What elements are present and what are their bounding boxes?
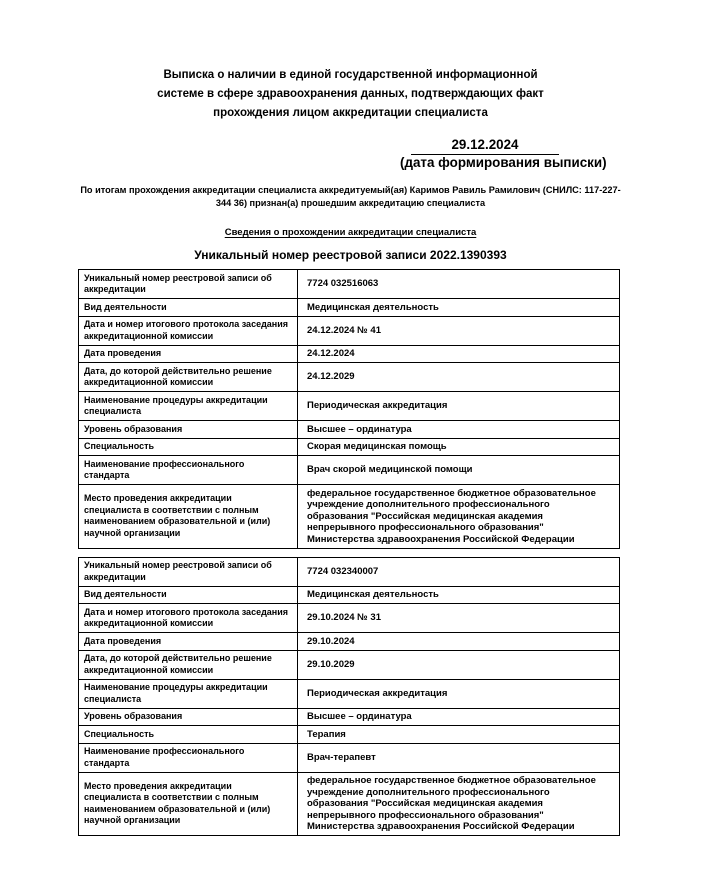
row-value: федеральное государственное бюджетное образовательное учреждение дополнительного профессионального образования "Российская медицинская академия непрерывного профессионального образования" Министерства здравоохранения Российской Федерации	[298, 485, 620, 549]
table-row	[79, 557, 620, 586]
row-value: 24.12.2029	[298, 363, 620, 392]
registry-record-heading: Уникальный номер реестровой записи 2022.1390393	[194, 248, 507, 262]
table-row	[79, 633, 620, 651]
row-value: Периодическая аккредитация	[298, 679, 620, 708]
row-value: Медицинская деятельность	[298, 586, 620, 604]
row-value: 29.10.2024	[298, 633, 620, 651]
row-label: Специальность	[79, 438, 298, 456]
title-line: Выписка о наличии в единой государственной информационной	[163, 69, 538, 81]
table-row	[79, 299, 620, 317]
row-value: Терапия	[298, 726, 620, 744]
row-value: 24.12.2024 № 41	[298, 316, 620, 345]
table-row	[79, 726, 620, 744]
row-value: 24.12.2024	[298, 345, 620, 363]
section-heading: Сведения о прохождении аккредитации специалиста	[224, 227, 477, 238]
row-label: Уникальный номер реестровой записи об аккредитации	[79, 557, 298, 586]
table-row	[79, 456, 620, 485]
table-row	[79, 772, 620, 836]
row-label: Уровень образования	[79, 421, 298, 439]
title-line: прохождения лицом аккредитации специалиста	[213, 107, 488, 119]
table-body	[79, 270, 620, 549]
table-row	[79, 708, 620, 726]
row-label: Вид деятельности	[79, 299, 298, 317]
row-value: Высшее – ординатура	[298, 421, 620, 439]
row-value: 7724 032340007	[298, 557, 620, 586]
table-row	[79, 438, 620, 456]
table-row	[79, 270, 620, 299]
table-row	[79, 679, 620, 708]
table-row	[79, 392, 620, 421]
table-row	[79, 363, 620, 392]
row-label: Дата проведения	[79, 633, 298, 651]
row-label: Место проведения аккредитации специалиста в соответствии с полным наименованием образовательной и (или) научной организации	[79, 485, 298, 549]
row-label: Наименование процедуры аккредитации специалиста	[79, 679, 298, 708]
issue-date: 29.12.2024	[411, 137, 559, 155]
row-label: Специальность	[79, 726, 298, 744]
table-row	[79, 604, 620, 633]
table-row	[79, 586, 620, 604]
table-body	[79, 557, 620, 836]
table-row	[79, 743, 620, 772]
date-caption: (дата формирования выписки)	[400, 155, 607, 170]
row-label: Место проведения аккредитации специалиста в соответствии с полным наименованием образовательной и (или) научной организации	[79, 772, 298, 836]
row-value: федеральное государственное бюджетное образовательное учреждение дополнительного профессионального образования "Российская медицинская академия непрерывного профессионального образования" Министерства здравоохранения Российской Федерации	[298, 772, 620, 836]
row-value: 29.10.2029	[298, 650, 620, 679]
row-label: Вид деятельности	[79, 586, 298, 604]
table-row	[79, 650, 620, 679]
accreditation-record-table-1	[78, 269, 620, 549]
table-row	[79, 421, 620, 439]
row-label: Дата и номер итогового протокола заседания аккредитационной комиссии	[79, 604, 298, 633]
row-label: Дата, до которой действительно решение аккредитационной комиссии	[79, 650, 298, 679]
row-value: Врач скорой медицинской помощи	[298, 456, 620, 485]
accreditation-record-table-2	[78, 557, 620, 837]
row-value: 29.10.2024 № 31	[298, 604, 620, 633]
row-value: Врач-терапевт	[298, 743, 620, 772]
table-row	[79, 485, 620, 549]
row-label: Уровень образования	[79, 708, 298, 726]
row-label: Уникальный номер реестровой записи об аккредитации	[79, 270, 298, 299]
document-title	[60, 66, 641, 123]
row-value: Периодическая аккредитация	[298, 392, 620, 421]
row-label: Наименование профессионального стандарта	[79, 456, 298, 485]
title-line: системе в сфере здравоохранения данных, подтверждающих факт	[157, 88, 544, 100]
row-label: Дата и номер итогового протокола заседания аккредитационной комиссии	[79, 316, 298, 345]
table-row	[79, 345, 620, 363]
table-row	[79, 316, 620, 345]
row-value: Скорая медицинская помощь	[298, 438, 620, 456]
row-value: 7724 032516063	[298, 270, 620, 299]
row-label: Наименование процедуры аккредитации специалиста	[79, 392, 298, 421]
issue-date-block	[400, 137, 607, 171]
intro-paragraph: По итогам прохождения аккредитации специалиста аккредитуемый(ая) Каримов Равиль Рамилович (СНИЛС: 117-227-344 36) признан(а) прошедшим аккредитацию специалиста	[80, 185, 621, 208]
row-label: Наименование профессионального стандарта	[79, 743, 298, 772]
row-value: Высшее – ординатура	[298, 708, 620, 726]
row-value: Медицинская деятельность	[298, 299, 620, 317]
row-label: Дата проведения	[79, 345, 298, 363]
row-label: Дата, до которой действительно решение аккредитационной комиссии	[79, 363, 298, 392]
